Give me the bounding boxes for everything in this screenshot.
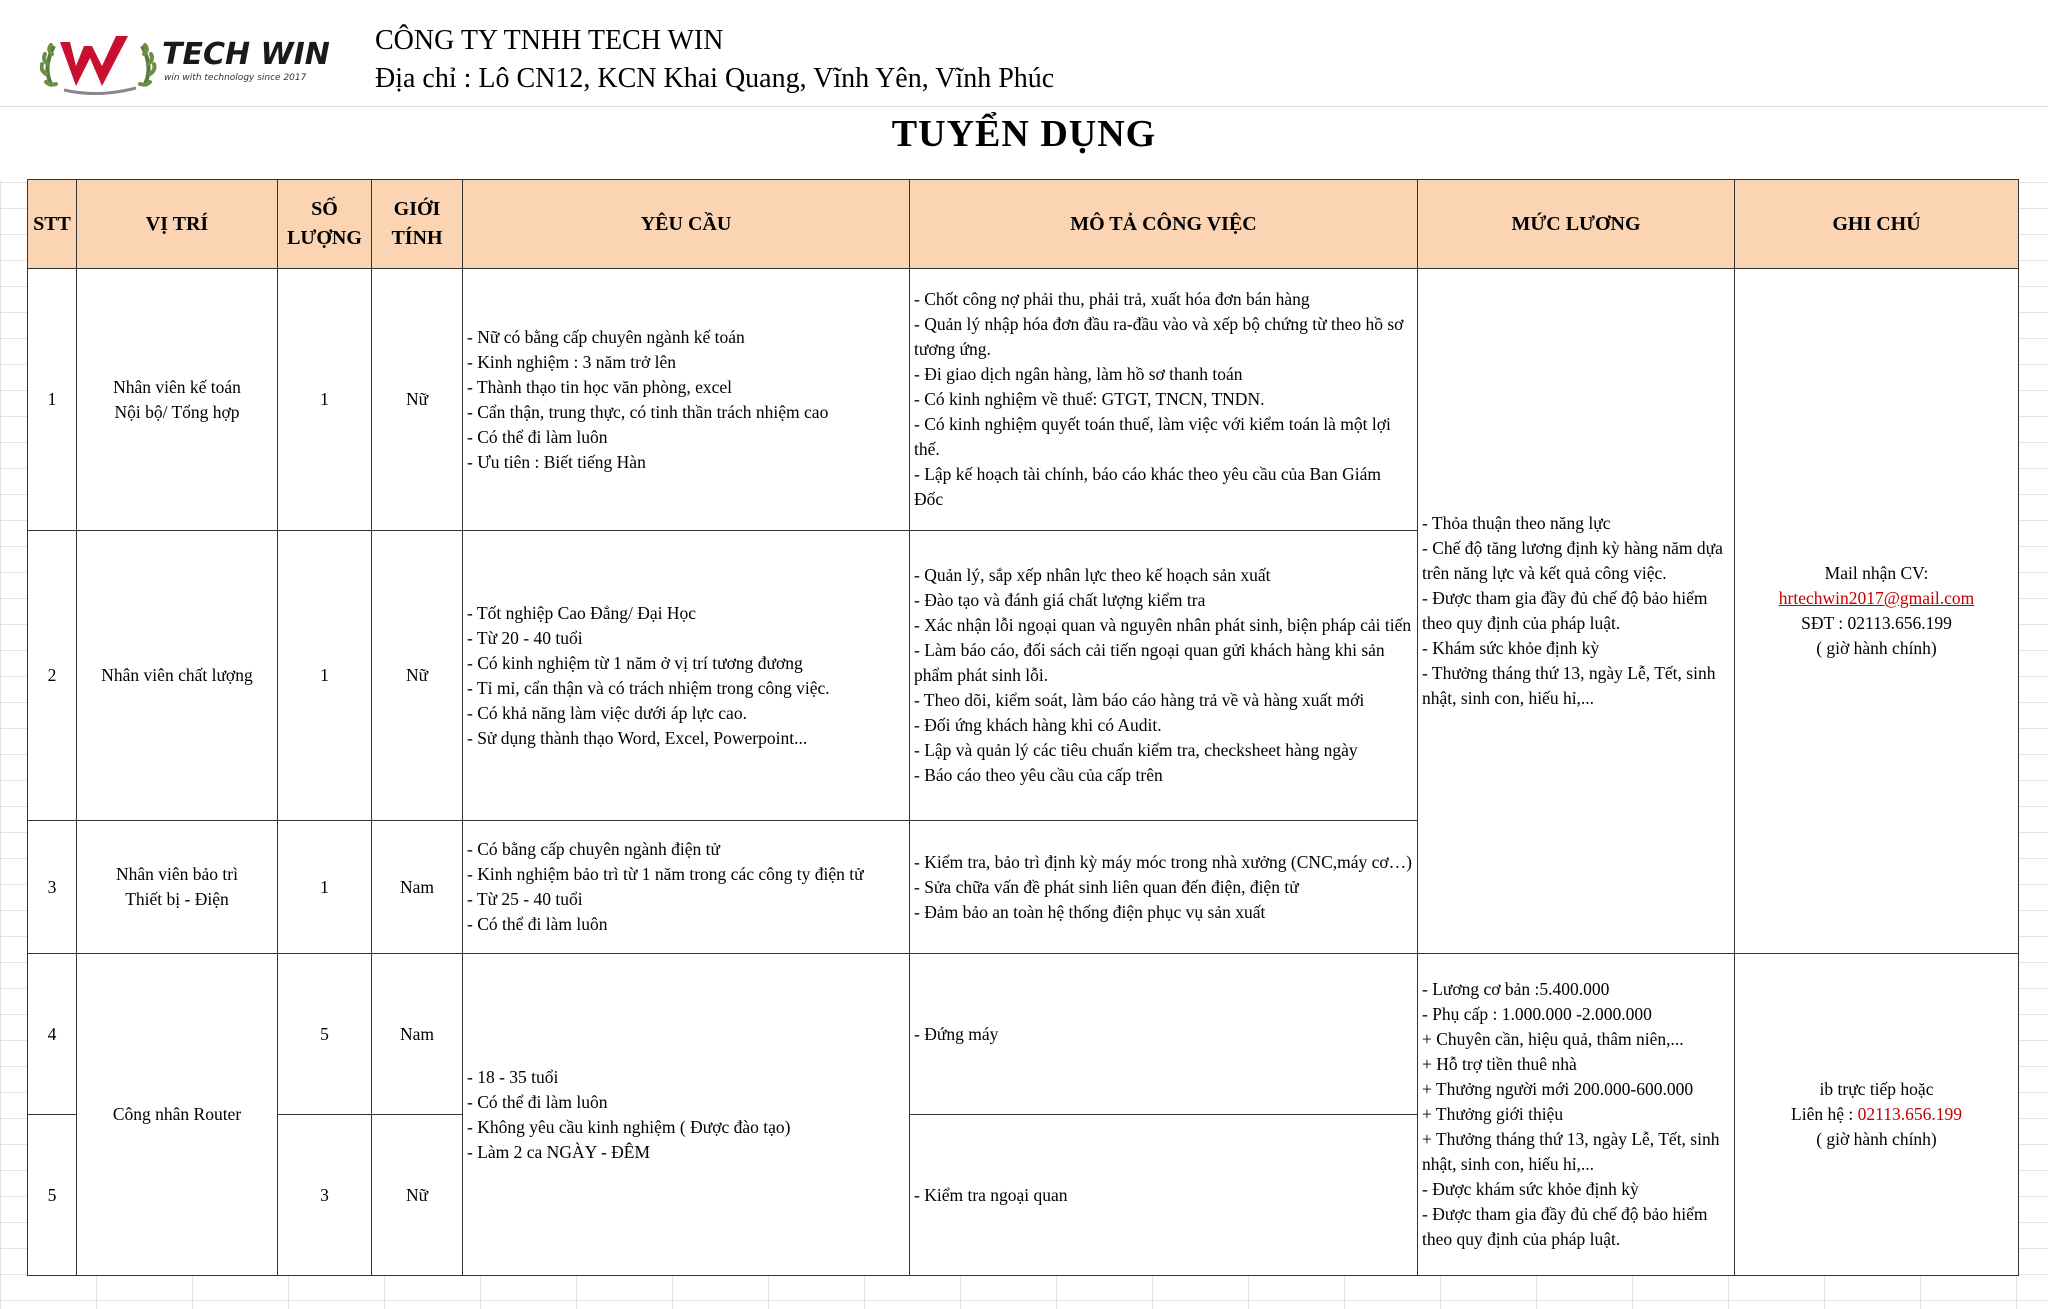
col-header-position: VỊ TRÍ — [77, 180, 278, 269]
cell-description — [910, 821, 1418, 954]
table-header-row — [28, 180, 2019, 269]
col-header-quantity — [278, 180, 372, 269]
salary-item: - Chế độ tăng lương định kỳ hàng năm dựa trên năng lực và kết quả công việc. — [1422, 538, 1723, 583]
requirement-item: - Từ 25 - 40 tuổi — [467, 889, 583, 909]
description-item: - Đào tạo và đánh giá chất lượng kiểm tra — [914, 590, 1206, 610]
cell-stt: 2 — [28, 531, 77, 821]
recruitment-table — [27, 179, 2019, 1276]
description-item: - Đi giao dịch ngân hàng, làm hồ sơ thanh toán — [914, 364, 1243, 384]
cell-description: - Đứng máy — [910, 954, 1418, 1115]
cell-description: - Kiểm tra ngoại quan — [910, 1115, 1418, 1276]
requirement-item: - Kinh nghiệm : 3 năm trở lên — [467, 351, 677, 372]
cell-requirements — [463, 821, 910, 954]
cell-quantity: 1 — [278, 821, 372, 954]
requirement-item: - Nữ có bằng cấp chuyên ngành kế toán — [467, 326, 745, 347]
cell-requirements — [463, 531, 910, 821]
col-header-stt: STT — [28, 180, 77, 269]
cell-description — [910, 531, 1418, 821]
cell-stt: 4 — [28, 954, 77, 1115]
cell-quantity: 3 — [278, 1115, 372, 1276]
office-hours: ( giờ hành chính) — [1816, 1129, 1937, 1149]
position-line: Nội bộ/ Tổng hợp — [114, 401, 240, 422]
description-item: - Có kinh nghiệm về thuế: GTGT, TNCN, TNDN. — [914, 389, 1265, 409]
email-link[interactable]: hrtechwin2017@gmail.com — [1778, 588, 1975, 608]
requirement-item: - Sử dụng thành thạo Word, Excel, Powerpoint... — [467, 727, 808, 748]
salary-item: - Được khám sức khỏe định kỳ — [1422, 1179, 1639, 1199]
salary-item: - Lương cơ bản :5.400.000 — [1422, 979, 1610, 999]
description-item: - Kiểm tra, bảo trì định kỳ máy móc trong nhà xưởng (CNC,máy cơ…) — [914, 851, 1412, 872]
description-item: - Theo dõi, kiểm soát, làm báo cáo hàng trả về và hàng xuất mới — [914, 690, 1365, 710]
col-header-gender-line: GIỚI — [393, 198, 441, 220]
requirement-item: - Thành thạo tin học văn phòng, excel — [467, 376, 733, 397]
description-item: - Quản lý, sắp xếp nhân lực theo kế hoạch sản xuất — [914, 565, 1271, 585]
salary-item: + Thưởng người mới 200.000-600.000 — [1422, 1079, 1694, 1099]
contact-direct: ib trực tiếp hoặc — [1819, 1079, 1934, 1099]
salary-item: + Thưởng giới thiệu — [1422, 1104, 1564, 1124]
cell-gender: Nữ — [372, 269, 463, 531]
cell-stt: 3 — [28, 821, 77, 954]
cell-gender: Nam — [372, 821, 463, 954]
cell-requirements — [463, 954, 910, 1276]
cell-quantity: 1 — [278, 531, 372, 821]
requirement-item: - Có kinh nghiệm từ 1 năm ở vị trí tương đương — [467, 652, 803, 673]
salary-item: - Thỏa thuận theo năng lực — [1422, 513, 1611, 533]
position-line: Thiết bị - Điện — [125, 889, 229, 909]
cell-notes-group1 — [1735, 269, 2019, 954]
requirement-item: - Làm 2 ca NGÀY - ĐÊM — [467, 1141, 651, 1162]
requirement-item: - Có thể đi làm luôn — [467, 426, 608, 447]
mail-label: Mail nhận CV: — [1824, 563, 1929, 583]
salary-item: - Được tham gia đầy đủ chế độ bảo hiểm theo quy định của pháp luật. — [1422, 1204, 1708, 1249]
cell-gender: Nữ — [372, 531, 463, 821]
description-item: - Làm báo cáo, đối sách cải tiến ngoại quan gửi khách hàng khi sản phẩm phát sinh lỗi. — [914, 640, 1385, 685]
company-name: CÔNG TY TNHH TECH WIN — [375, 25, 724, 56]
salary-item: + Thưởng tháng thứ 13, ngày Lễ, Tết, sinh nhật, sinh con, hiếu hỉ,... — [1422, 1129, 1720, 1174]
col-header-requirements: YÊU CẦU — [463, 180, 910, 269]
description-item: - Xác nhận lỗi ngoại quan và nguyên nhân phát sinh, biện pháp cải tiến — [914, 615, 1412, 635]
company-address: Địa chỉ : Lô CN12, KCN Khai Quang, Vĩnh Yên, Vĩnh Phúc — [375, 63, 1055, 94]
requirement-item: - Có bằng cấp chuyên ngành điện tử — [467, 839, 720, 859]
description-item: - Báo cáo theo yêu cầu của cấp trên — [914, 765, 1163, 785]
description-item: - Đối ứng khách hàng khi có Audit. — [914, 715, 1162, 735]
cell-stt: 5 — [28, 1115, 77, 1276]
requirement-item: - Không yêu cầu kinh nghiệm ( Được đào tạo) — [467, 1116, 791, 1137]
salary-item: - Phụ cấp : 1.000.000 -2.000.000 — [1422, 1004, 1652, 1024]
cell-position — [77, 821, 278, 954]
description-item: - Sửa chữa vấn đề phát sinh liên quan đến điện, điện tử — [914, 876, 1299, 897]
table-row — [28, 269, 2019, 531]
requirement-item: - 18 - 35 tuổi — [467, 1066, 559, 1087]
tech-win-logo — [40, 28, 380, 100]
description-item: - Đảm bảo an toàn hệ thống điện phục vụ sản xuất — [914, 901, 1266, 922]
cell-requirements — [463, 269, 910, 531]
requirement-item: - Ưu tiên : Biết tiếng Hàn — [467, 451, 646, 472]
cell-position — [77, 269, 278, 531]
cell-position: Công nhân Router — [77, 954, 278, 1276]
col-header-quantity-line: LƯỢNG — [287, 227, 362, 249]
svg-text:win with technology since 2017: win with technology since 2017 — [164, 73, 307, 83]
cell-position: Nhân viên chất lượng — [77, 531, 278, 821]
col-header-description: MÔ TẢ CÔNG VIỆC — [910, 180, 1418, 269]
cell-quantity: 1 — [278, 269, 372, 531]
page-title: TUYỂN DỤNG — [891, 113, 1157, 155]
cell-salary-group1 — [1418, 269, 1735, 954]
contact-label: Liên hệ : — [1791, 1104, 1858, 1124]
salary-item: - Khám sức khỏe định kỳ — [1422, 638, 1600, 658]
col-header-salary: MỨC LƯƠNG — [1418, 180, 1735, 269]
requirement-item: - Có thể đi làm luôn — [467, 914, 608, 934]
cell-gender: Nam — [372, 954, 463, 1115]
description-item: - Lập và quản lý các tiêu chuẩn kiểm tra, checksheet hàng ngày — [914, 740, 1358, 760]
cell-gender: Nữ — [372, 1115, 463, 1276]
cell-salary-group2 — [1418, 954, 1735, 1276]
requirement-item: - Cẩn thận, trung thực, có tinh thần trách nhiệm cao — [467, 401, 829, 422]
office-hours: ( giờ hành chính) — [1816, 638, 1937, 658]
requirement-item: - Có khả năng làm việc dưới áp lực cao. — [467, 702, 747, 723]
col-header-notes: GHI CHÚ — [1735, 180, 2019, 269]
salary-item: - Được tham gia đầy đủ chế độ bảo hiểm theo quy định của pháp luật. — [1422, 588, 1708, 633]
col-header-gender — [372, 180, 463, 269]
contact-phone: 02113.656.199 — [1857, 1104, 1962, 1124]
description-item: - Quản lý nhập hóa đơn đầu ra-đầu vào và xếp bộ chứng từ theo hồ sơ tương ứng. — [914, 314, 1404, 359]
svg-text:TECH WIN: TECH WIN — [162, 37, 330, 72]
requirement-item: - Có thể đi làm luôn — [467, 1091, 608, 1112]
requirement-item: - Kinh nghiệm bảo trì từ 1 năm trong các công ty điện tử — [467, 864, 864, 884]
cell-notes-group2 — [1735, 954, 2019, 1276]
contact-line — [1739, 1102, 2014, 1127]
requirement-item: - Tỉ mỉ, cẩn thận và có trách nhiệm trong công việc. — [467, 677, 830, 698]
requirement-item: - Từ 20 - 40 tuổi — [467, 627, 583, 648]
requirement-item: - Tốt nghiệp Cao Đẳng/ Đại Học — [467, 602, 697, 623]
phone-number: SĐT : 02113.656.199 — [1801, 613, 1952, 633]
header — [0, 0, 2048, 106]
cell-quantity: 5 — [278, 954, 372, 1115]
salary-item: - Thưởng tháng thứ 13, ngày Lễ, Tết, sinh nhật, sinh con, hiếu hỉ,... — [1422, 663, 1716, 708]
description-item: - Lập kế hoạch tài chính, báo cáo khác theo yêu cầu của Ban Giám Đốc — [914, 464, 1381, 509]
description-item: - Có kinh nghiệm quyết toán thuế, làm việc với kiểm toán là một lợi thế. — [914, 414, 1391, 459]
position-line: Nhân viên kế toán — [113, 376, 241, 397]
salary-item: + Chuyên cần, hiệu quả, thâm niên,... — [1422, 1029, 1684, 1049]
salary-item: + Hỗ trợ tiền thuê nhà — [1422, 1054, 1577, 1074]
col-header-gender-line: TÍNH — [391, 227, 443, 249]
col-header-quantity-line: SỐ — [311, 198, 338, 220]
cell-stt: 1 — [28, 269, 77, 531]
cell-description — [910, 269, 1418, 531]
description-item: - Chốt công nợ phải thu, phải trả, xuất hóa đơn bán hàng — [914, 289, 1310, 309]
position-line: Nhân viên bảo trì — [116, 864, 238, 884]
table-row — [28, 954, 2019, 1115]
